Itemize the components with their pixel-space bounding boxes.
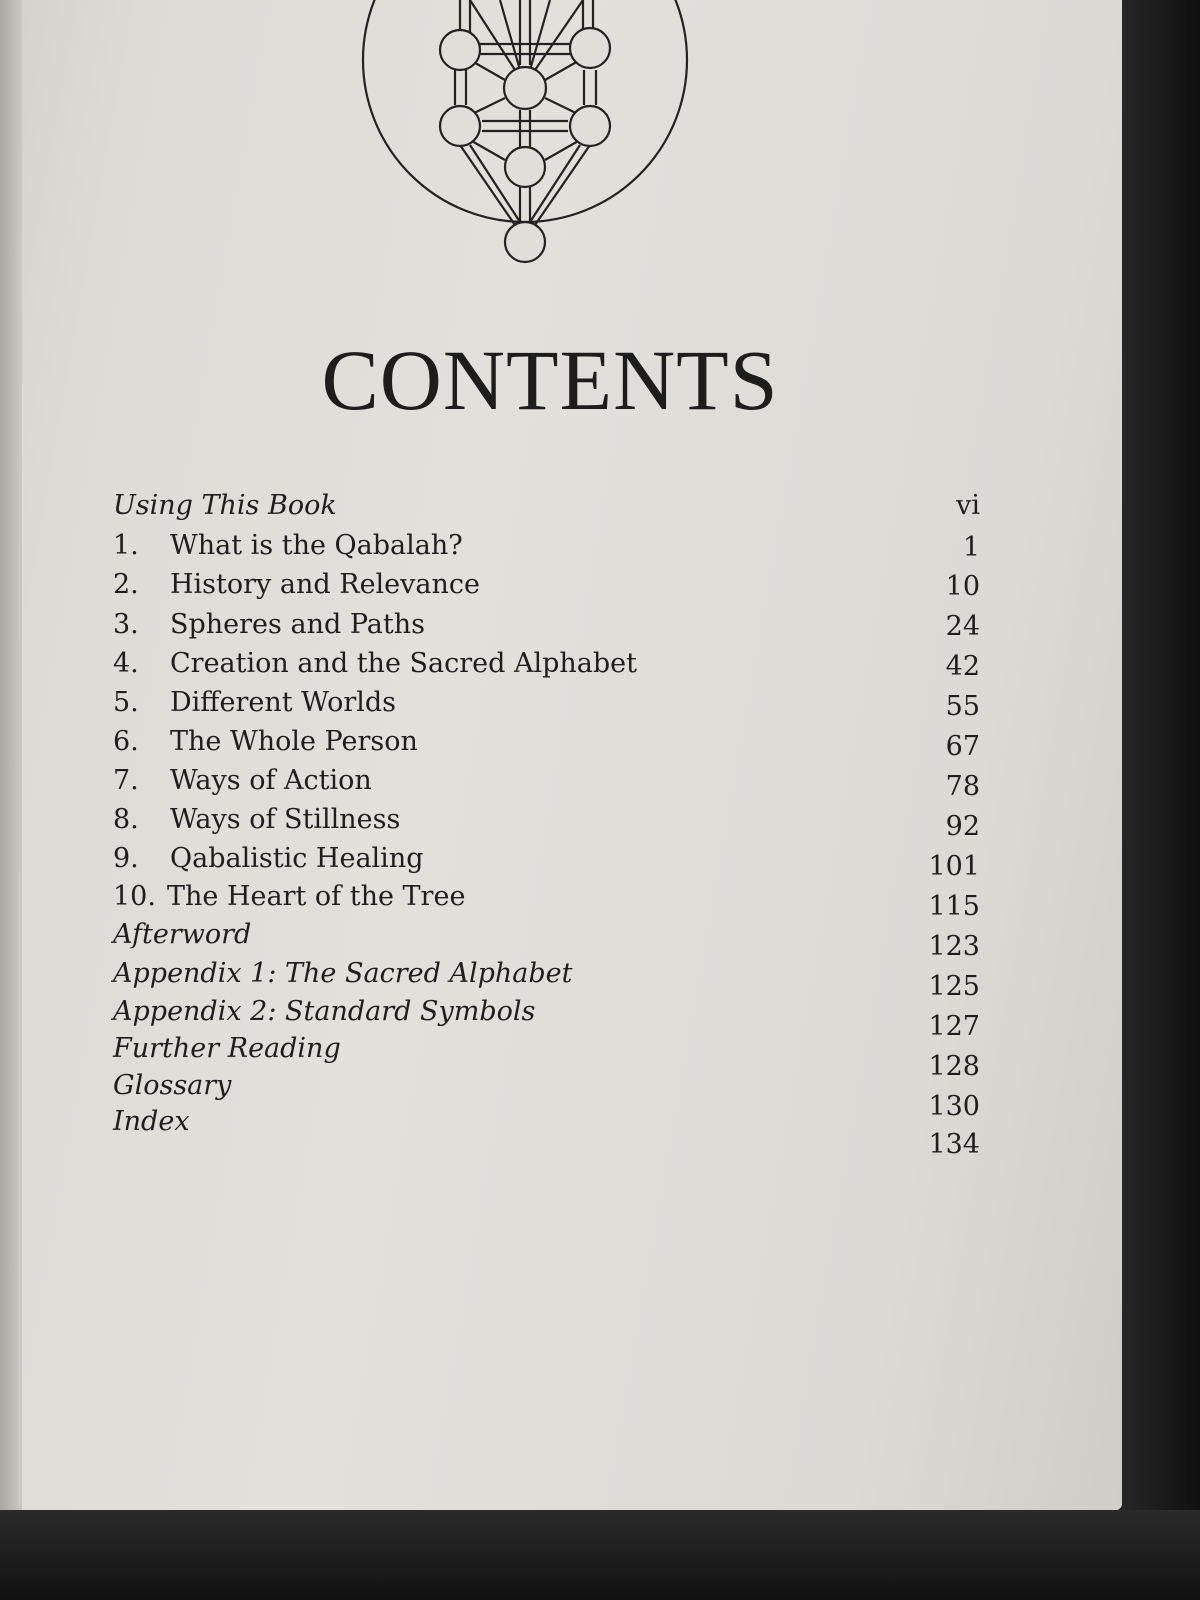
toc-entry-title: The Heart of the Tree xyxy=(167,881,466,912)
toc-entry xyxy=(113,1108,190,1135)
toc-entry-title: Ways of Action xyxy=(170,765,372,796)
toc-page-number: 1 xyxy=(962,532,980,563)
toc-entry-number: 2. xyxy=(113,569,139,600)
toc-entry-title: Appendix 1: The Sacred Alphabet xyxy=(113,958,573,989)
toc-entry-title: Spheres and Paths xyxy=(170,609,425,640)
toc-page-number: 92 xyxy=(945,811,980,842)
toc-entry-number: 10. xyxy=(113,881,156,912)
toc-entry-number: 4. xyxy=(113,648,139,679)
toc-page-number: 78 xyxy=(945,771,980,802)
toc-page-number: 115 xyxy=(928,891,980,922)
toc-entry-title: Ways of Stillness xyxy=(170,804,401,835)
toc-entry-number: 7. xyxy=(113,765,139,796)
toc-entry-title: Appendix 2: Standard Symbols xyxy=(113,996,536,1027)
toc-entry-title: Qabalistic Healing xyxy=(170,843,424,874)
toc-entry xyxy=(113,571,480,598)
toc-entry-title: Further Reading xyxy=(113,1033,341,1064)
toc-entry xyxy=(113,960,572,987)
toc-entry xyxy=(113,1035,341,1062)
toc-page-number: 128 xyxy=(928,1051,980,1082)
toc-entry xyxy=(113,883,465,910)
toc-entry-number: 6. xyxy=(113,726,139,757)
toc-entry xyxy=(113,689,396,716)
toc-page-number: 24 xyxy=(945,611,980,642)
toc-entry xyxy=(113,806,400,833)
toc-entry xyxy=(113,492,337,519)
toc-page-number: 127 xyxy=(928,1011,980,1042)
background-surface-right xyxy=(1122,0,1200,1600)
toc-entry xyxy=(113,611,425,638)
toc-entry-title: Using This Book xyxy=(113,490,337,521)
toc-entry xyxy=(113,845,424,872)
toc-entry xyxy=(113,650,637,677)
toc-page-number: 130 xyxy=(928,1091,980,1122)
toc-page-number: 101 xyxy=(928,851,980,882)
toc-entry xyxy=(113,767,372,794)
toc-entry xyxy=(113,1072,231,1099)
toc-page-number: vi xyxy=(956,490,980,521)
toc-page-number: 123 xyxy=(928,931,980,962)
toc-entry-title: Different Worlds xyxy=(170,687,397,718)
toc-entry xyxy=(113,532,463,559)
toc-entry-title: What is the Qabalah? xyxy=(170,530,463,561)
toc-page-number: 134 xyxy=(928,1129,980,1160)
tree-of-life-icon xyxy=(360,0,700,270)
page-title xyxy=(0,330,1100,430)
toc-entry xyxy=(113,998,535,1025)
toc-entry-title: Creation and the Sacred Alphabet xyxy=(170,648,637,679)
toc-page-number: 55 xyxy=(945,691,980,722)
background-surface-bottom xyxy=(0,1510,1200,1600)
toc-page-number: 10 xyxy=(945,571,980,602)
toc-entry-number: 8. xyxy=(113,804,139,835)
toc-page-number: 67 xyxy=(945,731,980,762)
toc-entry-title: The Whole Person xyxy=(170,726,418,757)
toc-entry-number: 9. xyxy=(113,843,139,874)
toc-entry-number: 3. xyxy=(113,609,139,640)
toc-entry-title: Glossary xyxy=(113,1070,232,1101)
toc-entry-title: Afterword xyxy=(113,919,252,950)
toc-page-number: 42 xyxy=(945,651,980,682)
toc-entry xyxy=(113,921,251,948)
toc-entry-number: 1. xyxy=(113,530,139,561)
toc-entry-title: History and Relevance xyxy=(170,569,480,600)
toc-page-number: 125 xyxy=(928,971,980,1002)
page-title-text: CONTENTS xyxy=(321,332,779,428)
toc-entry-title: Index xyxy=(113,1106,190,1137)
toc-entry xyxy=(113,728,418,755)
toc-entry-number: 5. xyxy=(113,687,139,718)
page-gutter-shadow xyxy=(0,0,22,1510)
